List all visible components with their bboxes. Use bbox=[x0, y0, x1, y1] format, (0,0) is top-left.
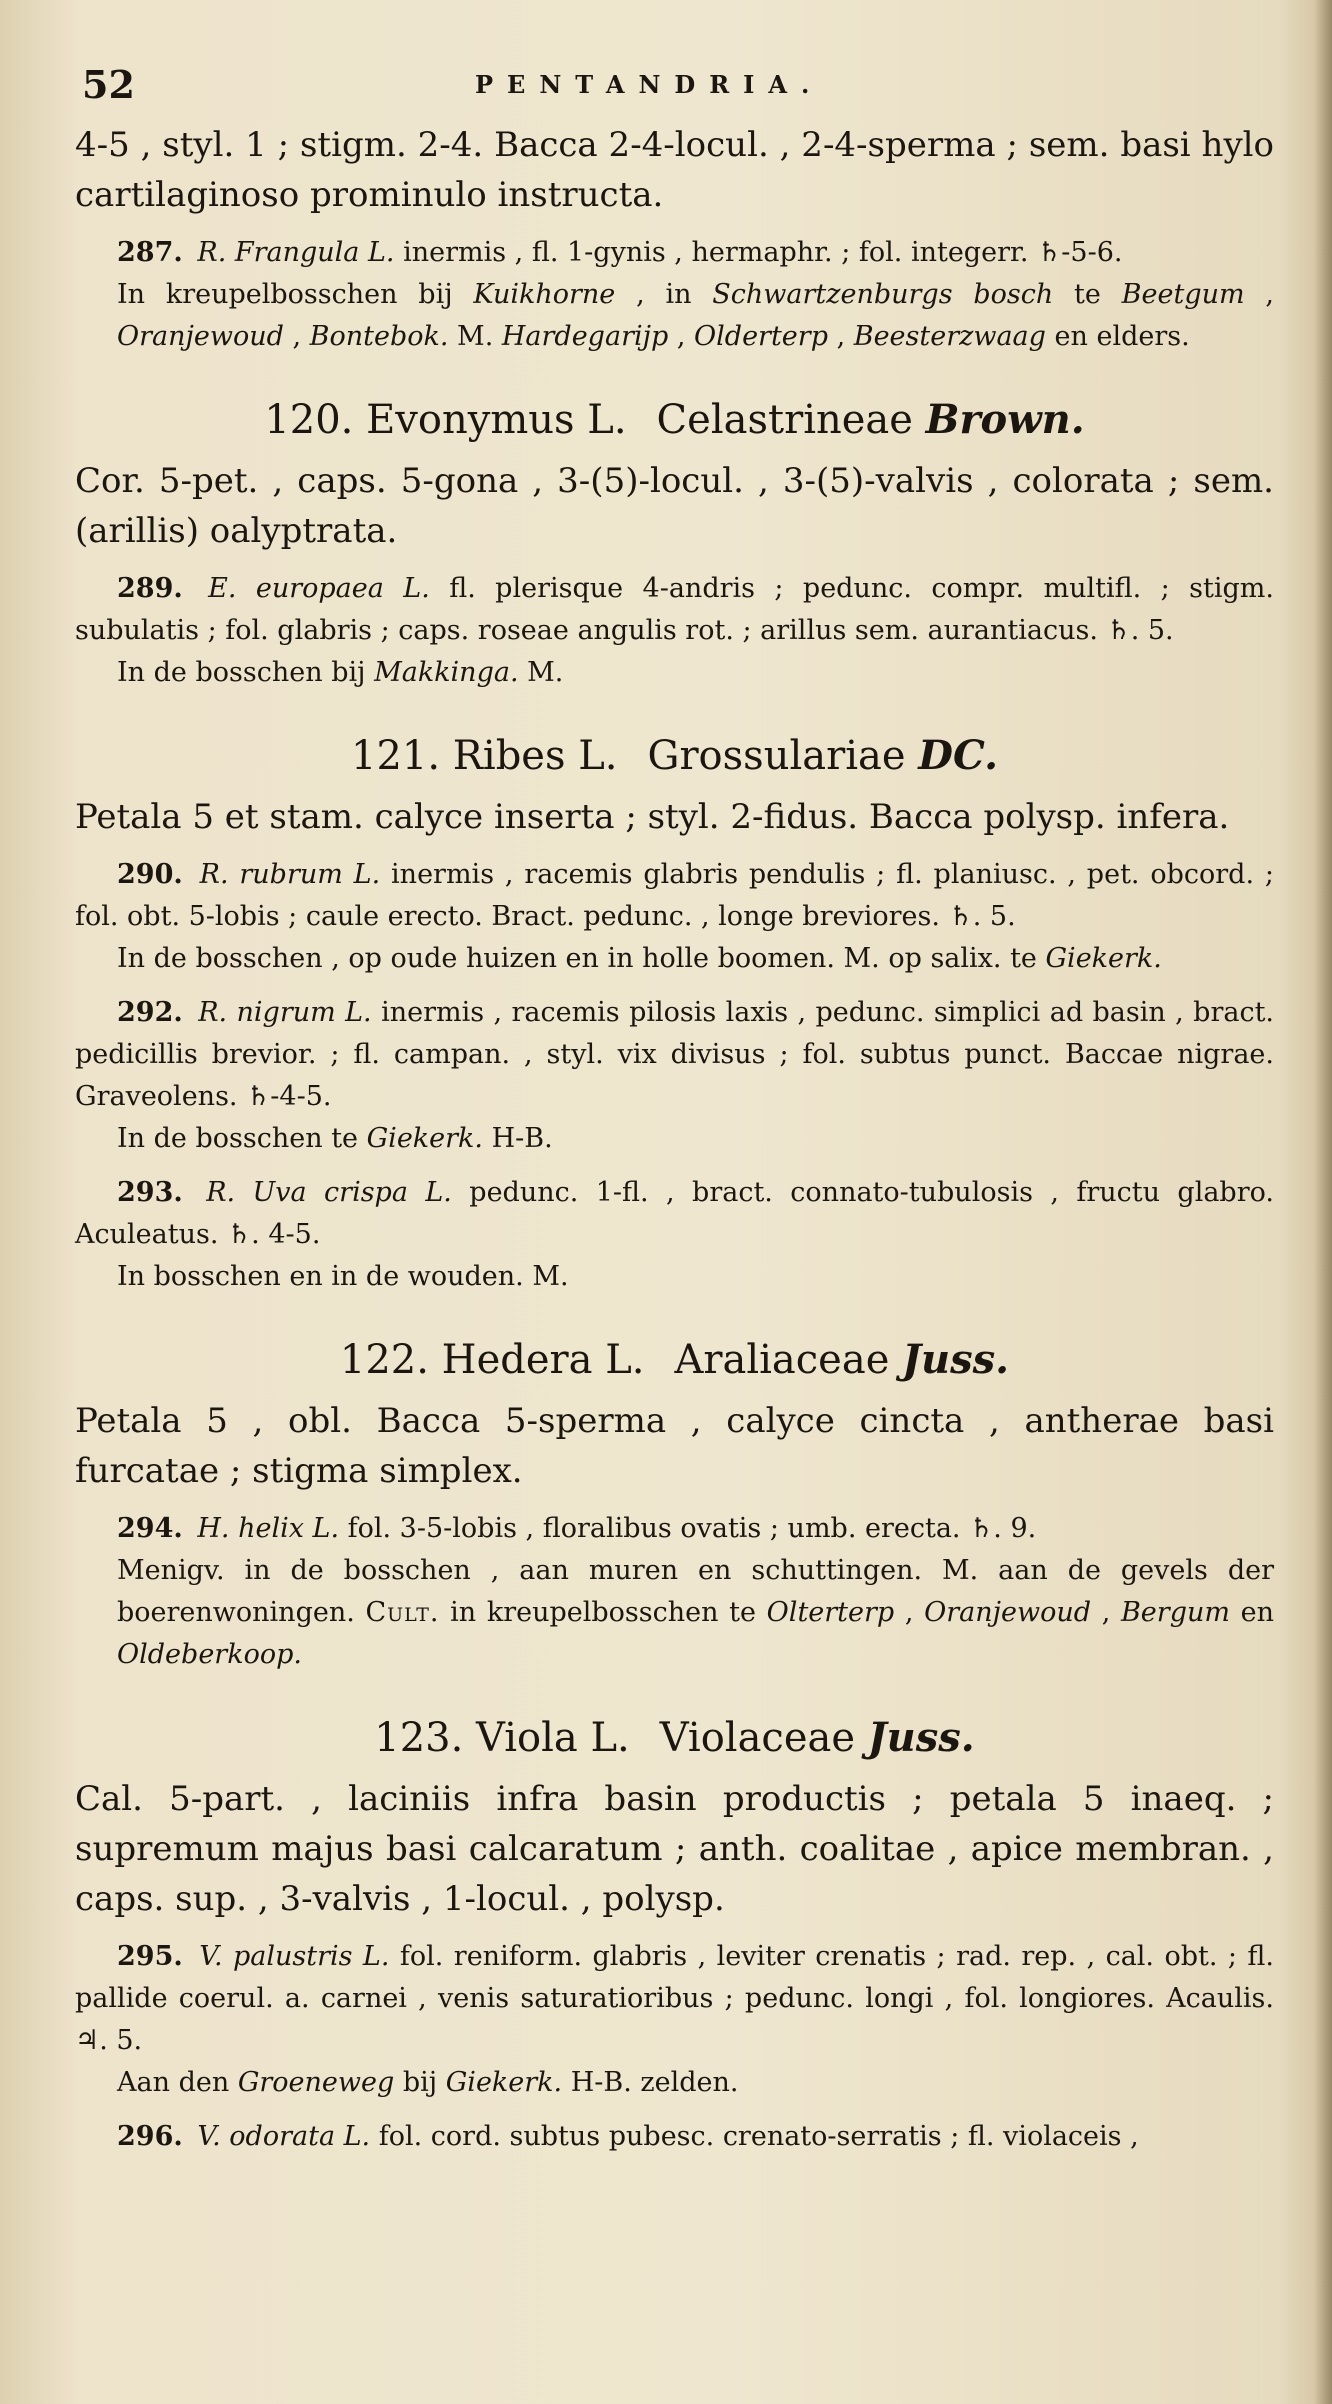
species-number: 296. bbox=[117, 2121, 183, 2152]
species-description bbox=[75, 1508, 1274, 1550]
species-number: 287. bbox=[117, 237, 183, 268]
locality-text: M. bbox=[448, 321, 502, 352]
locality-text: , bbox=[1091, 1597, 1121, 1628]
species-entry bbox=[75, 2116, 1274, 2158]
species-locality bbox=[75, 274, 1274, 358]
species-name: V. palustris L. bbox=[199, 1941, 390, 1972]
family-author: Brown. bbox=[925, 396, 1085, 443]
family-author: DC. bbox=[918, 732, 998, 779]
species-description bbox=[75, 1172, 1274, 1256]
species-description bbox=[75, 854, 1274, 938]
locality-text: , bbox=[668, 321, 695, 352]
place-name: Oranjewoud bbox=[117, 321, 284, 352]
genus-heading bbox=[75, 1332, 1274, 1388]
species-entry bbox=[75, 1936, 1274, 2104]
species-description bbox=[75, 568, 1274, 652]
species-name: R. rubrum L. bbox=[199, 859, 381, 890]
locality-text: , bbox=[1244, 279, 1274, 310]
place-name: Makkinga. bbox=[374, 657, 519, 688]
place-name: Giekerk. bbox=[366, 1123, 483, 1154]
locality-text: In de bosschen , op oude huizen en in holle boomen. M. op salix. te bbox=[117, 943, 1046, 974]
genus-description: Cal. 5-part. , laciniis infra basin productis ; petala 5 inaeq. ; supremum majus basi calcaratum ; anth. coalitae , apice membran. , caps. sup. , 3-valvis , 1-locul. , polysp. bbox=[75, 1779, 1274, 1919]
locality-text: , bbox=[894, 1597, 925, 1628]
genus-name: 123. Viola L. bbox=[374, 1715, 630, 1761]
place-name: Beesterzwaag bbox=[853, 321, 1046, 352]
species-name: E. europaea L. bbox=[208, 573, 430, 604]
genus-name: 122. Hedera L. bbox=[339, 1337, 645, 1383]
species-diagnosis: fol. cord. subtus pubesc. crenato-serratis ; fl. violaceis , bbox=[378, 2121, 1139, 2152]
species-description bbox=[75, 2116, 1274, 2158]
species-number: 293. bbox=[117, 1177, 183, 1208]
place-name: Olterterp bbox=[766, 1597, 895, 1628]
family-name: Grossulariae bbox=[647, 733, 906, 779]
locality-text: in kreupelbosschen te bbox=[439, 1597, 767, 1628]
place-name: Kuikhorne bbox=[473, 279, 616, 310]
family-author: Juss. bbox=[867, 1714, 975, 1761]
species-entry bbox=[75, 992, 1274, 1160]
locality-text: Cult. bbox=[365, 1597, 440, 1628]
species-number: 295. bbox=[117, 1941, 183, 1972]
species-name: H. helix L. bbox=[197, 1513, 340, 1544]
species-locality bbox=[75, 1550, 1274, 1676]
place-name: Giekerk. bbox=[1045, 943, 1162, 974]
place-name: Schwartzenburgs bosch bbox=[712, 279, 1054, 310]
place-name: Groeneweg bbox=[237, 2067, 395, 2098]
family-name: Celastrineae bbox=[656, 397, 913, 443]
species-locality bbox=[75, 1118, 1274, 1160]
page-number: 52 bbox=[82, 62, 135, 107]
species-locality bbox=[75, 2062, 1274, 2104]
locality-text: In kreupelbosschen bij bbox=[117, 279, 474, 310]
species-diagnosis: fl. plerisque 4-andris ; pedunc. compr. multifl. ; stigm. subulatis ; fol. glabris ; caps. roseae angulis rot. ; arillus sem. aurantiacus. ♄. 5. bbox=[75, 573, 1274, 646]
locality-text: en bbox=[1229, 1597, 1275, 1628]
locality-text: Menigv. in de bosschen , aan muren en schuttingen. M. aan de gevels der boerenwoningen. bbox=[117, 1555, 1274, 1628]
species-name: R. Uva crispa L. bbox=[206, 1177, 452, 1208]
genus-heading bbox=[75, 392, 1274, 448]
species-number: 292. bbox=[117, 997, 183, 1028]
place-name: Oranjewoud bbox=[924, 1597, 1092, 1628]
genus-description: Petala 5 , obl. Bacca 5-sperma , calyce cincta , antherae basi furcatae ; stigma simplex. bbox=[75, 1401, 1274, 1491]
locality-text: , bbox=[827, 321, 854, 352]
locality-text: In bosschen en in de wouden. M. bbox=[117, 1261, 569, 1292]
place-name: Bergum bbox=[1120, 1597, 1230, 1628]
species-locality bbox=[75, 938, 1274, 980]
species-entry bbox=[75, 232, 1274, 358]
genus-name: 120. Evonymus L. bbox=[264, 397, 627, 443]
species-diagnosis: fol. 3-5-lobis , floralibus ovatis ; umb. erecta. ♄. 9. bbox=[347, 1513, 1037, 1544]
species-description bbox=[75, 232, 1274, 274]
genus-heading bbox=[75, 728, 1274, 784]
locality-text: M. bbox=[518, 657, 564, 688]
species-locality bbox=[75, 652, 1274, 694]
species-entry bbox=[75, 568, 1274, 694]
species-diagnosis: fol. reniform. glabris , leviter crenatis ; rad. rep. , cal. obt. ; fl. pallide coerul. a. carnei , venis saturatioribus ; pedunc. longi , fol. longiores. Acaulis. ♃. 5. bbox=[75, 1941, 1274, 2056]
genus-name: 121. Ribes L. bbox=[351, 733, 618, 779]
place-name: Bontebok. bbox=[309, 321, 449, 352]
species-number: 289. bbox=[117, 573, 183, 604]
species-number: 290. bbox=[117, 859, 183, 890]
species-description bbox=[75, 1936, 1274, 2062]
running-head bbox=[75, 0, 1274, 120]
locality-text: In de bosschen bij bbox=[117, 657, 375, 688]
place-name: Beetgum bbox=[1121, 279, 1245, 310]
species-number: 294. bbox=[117, 1513, 183, 1544]
locality-text: en elders. bbox=[1045, 321, 1190, 352]
family-name: Araliaceae bbox=[674, 1337, 890, 1383]
locality-text: , bbox=[283, 321, 310, 352]
place-name: Hardegarijp bbox=[501, 321, 669, 352]
genus-description: Petala 5 et stam. calyce inserta ; styl. 2-fidus. Bacca polysp. infera. bbox=[75, 797, 1230, 837]
family-author: Juss. bbox=[902, 1336, 1010, 1383]
species-diagnosis: inermis , fl. 1-gynis , hermaphr. ; fol. integerr. ♄-5-6. bbox=[403, 237, 1123, 268]
genus-heading bbox=[75, 1710, 1274, 1766]
species-locality bbox=[75, 1256, 1274, 1298]
page-text bbox=[75, 0, 1274, 2158]
species-name: V. odorata L. bbox=[197, 2121, 371, 2152]
species-name: R. nigrum L. bbox=[198, 997, 372, 1028]
locality-text: H-B. zelden. bbox=[562, 2067, 739, 2098]
species-entry bbox=[75, 854, 1274, 980]
running-title: PENTANDRIA. bbox=[475, 70, 824, 99]
species-entry bbox=[75, 1508, 1274, 1676]
species-diagnosis: inermis , racemis pilosis laxis , pedunc. simplici ad basin , bract. pedicillis brevior. ; fl. campan. , styl. vix divisus ; fol. subtus punct. Baccae nigrae. Graveolens. ♄-4-5. bbox=[75, 997, 1275, 1112]
species-entry bbox=[75, 1172, 1274, 1298]
place-name: Oldeberkoop. bbox=[117, 1639, 302, 1670]
locality-text: te bbox=[1053, 279, 1122, 310]
continued-description: 4-5 , styl. 1 ; stigm. 2-4. Bacca 2-4-locul. , 2-4-sperma ; sem. basi hylo cartilaginoso prominulo instructa. bbox=[75, 125, 1274, 215]
locality-text: , in bbox=[615, 279, 713, 310]
family-name: Violaceae bbox=[659, 1715, 856, 1761]
place-name: Olderterp bbox=[694, 321, 828, 352]
locality-text: Aan den bbox=[117, 2067, 238, 2098]
species-description bbox=[75, 992, 1274, 1118]
species-diagnosis: pedunc. 1-fl. , bract. connato-tubulosis , fructu glabro. Aculeatus. ♄. 4-5. bbox=[75, 1177, 1274, 1250]
locality-text: H-B. bbox=[482, 1123, 553, 1154]
species-name: R. Frangula L. bbox=[197, 237, 395, 268]
locality-text: In de bosschen te bbox=[117, 1123, 367, 1154]
locality-text: bij bbox=[394, 2067, 446, 2098]
genus-description: Cor. 5-pet. , caps. 5-gona , 3-(5)-locul. , 3-(5)-valvis , colorata ; sem. (arillis) oalyptrata. bbox=[75, 461, 1274, 551]
place-name: Giekerk. bbox=[445, 2067, 563, 2098]
species-diagnosis: inermis , racemis glabris pendulis ; fl. planiusc. , pet. obcord. ; fol. obt. 5-lobis ; caule erecto. Bract. pedunc. , longe breviores. ♄. 5. bbox=[75, 859, 1274, 932]
